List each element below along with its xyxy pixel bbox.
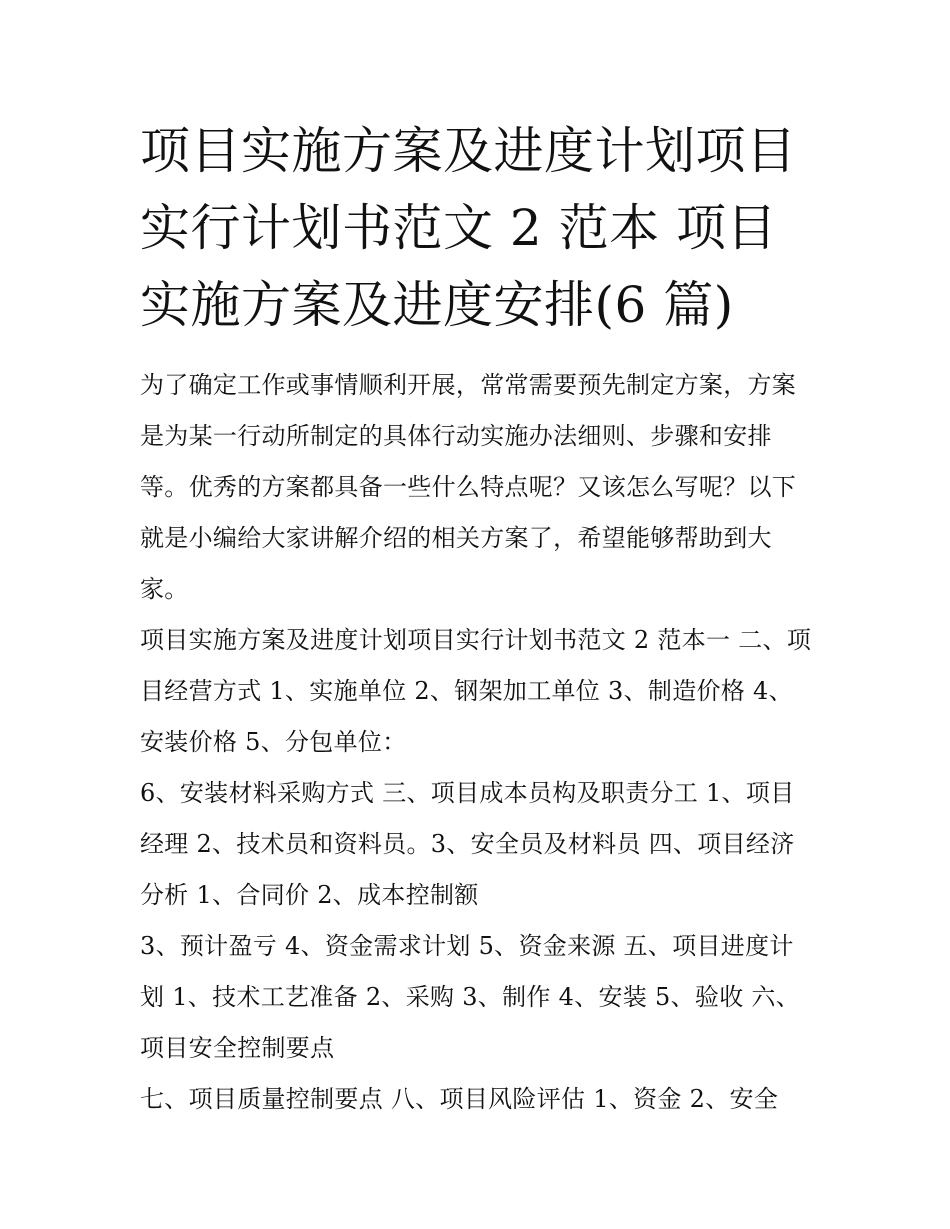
intro-paragraph: 为了确定工作或事情顺利开展，常常需要预先制定方案，方案是为某一行动所制定的具体行动实施办法细则、步骤和安排等。优秀的方案都具备一些什么特点呢？又该怎么写呢？以下就是小编给大家讲解介绍的相关方案了，希望能够帮助到大家。 bbox=[140, 371, 797, 603]
body-paragraph-3: 3、预计盈亏 4、资金需求计划 5、资金来源 五、项目进度计划 1、技术工艺准备 2、采购 3、制作 4、安装 5、验收 六、项目安全控制要点 bbox=[140, 932, 801, 1062]
body-paragraph-1: 项目实施方案及进度计划项目实行计划书范文 2 范本一 二、项目经营方式 1、实施单位 2、钢架加工单位 3、制造价格 4、安装价格 5、分包单位： bbox=[140, 626, 812, 756]
document-title: 项目实施方案及进度计划项目实行计划书范文 2 范本 项目实施方案及进度安排(6 篇) bbox=[140, 122, 797, 334]
document-page bbox=[140, 113, 812, 1125]
body-paragraph-4: 七、项目质量控制要点 八、项目风险评估 1、资金 2、安全 bbox=[140, 1085, 779, 1113]
body-paragraph-2: 6、安装材料采购方式 三、项目成本员构及职责分工 1、项目经理 2、技术员和资料员。3、安全员及材料员 四、项目经济分析 1、合同价 2、成本控制额 bbox=[140, 779, 795, 909]
